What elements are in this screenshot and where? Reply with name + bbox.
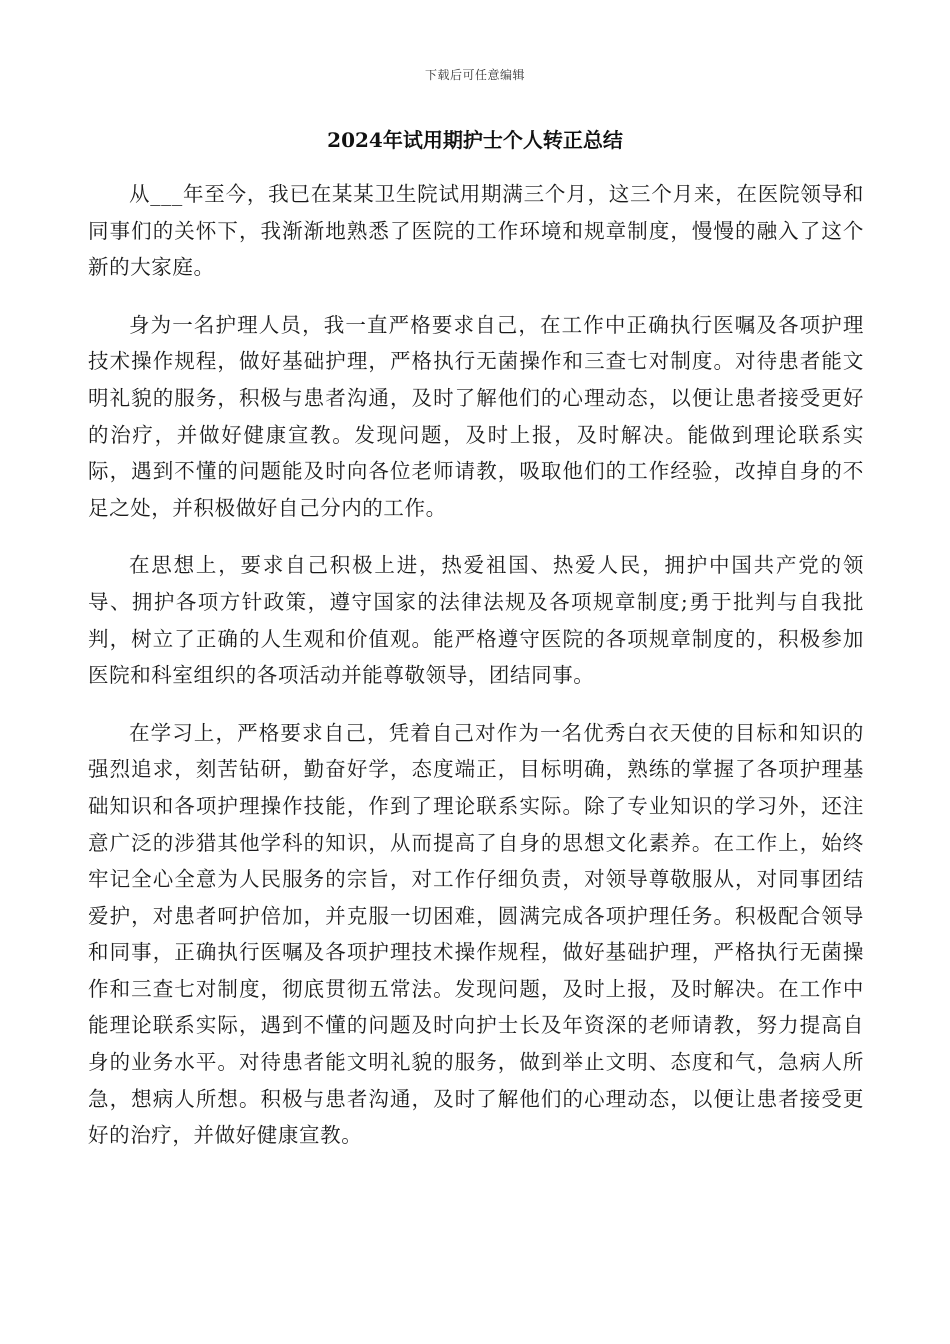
- paragraph-intro: 从___年至今，我已在某某卫生院试用期满三个月，这三个月来，在医院领导和同事们的关怀下，我渐渐地熟悉了医院的工作环境和规章制度，慢慢的融入了这个新的大家庭。: [88, 182, 864, 280]
- header-note: 下载后可任意编辑: [424, 68, 525, 82]
- paragraph-nursing-work: 身为一名护理人员，我一直严格要求自己，在工作中正确执行医嘱及各项护理技术操作规程，做好基础护理，严格执行无菌操作和三查七对制度。对待患者能文明礼貌的服务，积极与患者沟通，及时了解他们的心理动态，以便让患者接受更好的治疗，并做好健康宣教。发现问题，及时上报，及时解决。能做到理论联系实际，遇到不懂的问题能及时向各位老师请教，吸取他们的工作经验，改掉自身的不足之处，并积极做好自己分内的工作。: [88, 312, 864, 520]
- document-body: [88, 176, 864, 1175]
- paragraph-study-and-work: 在学习上，严格要求自己，凭着自己对作为一名优秀白衣天使的目标和知识的强烈追求，刻苦钻研，勤奋好学，态度端正，目标明确，熟练的掌握了各项护理基础知识和各项护理操作技能，作到了理论联系实际。除了专业知识的学习外，还注意广泛的涉猎其他学科的知识，从而提高了自身的思想文化素养。在工作上，始终牢记全心全意为人民服务的宗旨，对工作仔细负责，对领导尊敬服从，对同事团结爱护，对患者呵护倍加，并克服一切困难，圆满完成各项护理任务。积极配合领导和同事，正确执行医嘱及各项护理技术操作规程，做好基础护理，严格执行无菌操作和三查七对制度，彻底贯彻五常法。发现问题，及时上报，及时解决。在工作中能理论联系实际，遇到不懂的问题及时向护士长及年资深的老师请教，努力提高自身的业务水平。对待患者能文明礼貌的服务，做到举止文明、态度和气，急病人所急，想病人所想。积极与患者沟通，及时了解他们的心理动态，以便让患者接受更好的治疗，并做好健康宣教。: [88, 720, 864, 1148]
- paragraph-thinking: 在思想上，要求自己积极上进，热爱祖国、热爱人民，拥护中国共产党的领导、拥护各项方针政策，遵守国家的法律法规及各项规章制度;勇于批判与自我批判，树立了正确的人生观和价值观。能严格遵守医院的各项规章制度的，积极参加医院和科室组织的各项活动并能尊敬领导，团结同事。: [88, 553, 864, 688]
- document-title: 2024年试用期护士个人转正总结: [327, 128, 623, 152]
